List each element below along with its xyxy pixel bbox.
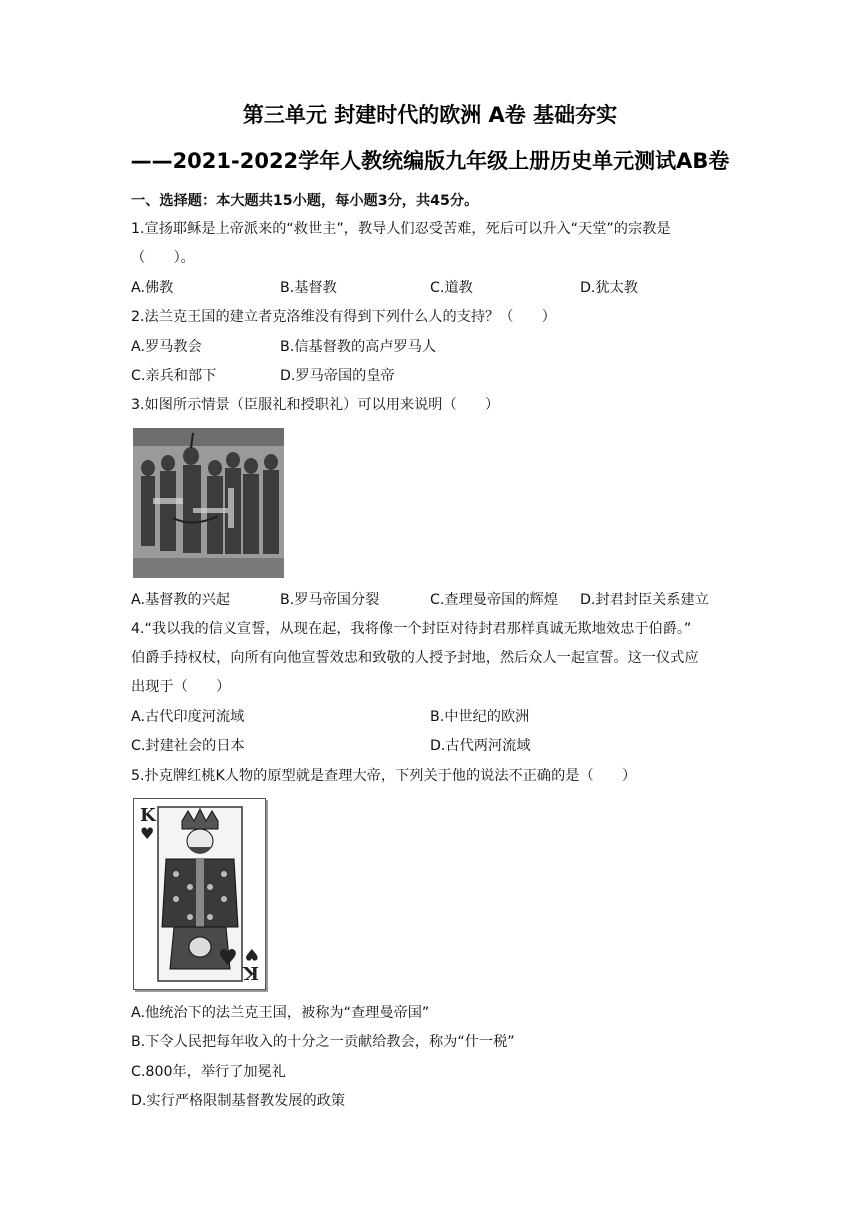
question-4-stem: 4.“我以我的信义宣誓，从现在起，我将像一个封臣对待封君那样真诚无欺地效忠于伯爵。”: [131, 621, 692, 637]
question-2-stem: 2.法兰克王国的建立者克洛维没有得到下列什么人的支持？（ ）: [131, 309, 556, 325]
question-3-option-c: C.查理曼帝国的辉煌: [430, 592, 558, 608]
question-5-stem: 5.扑克牌红桃K人物的原型就是查理大帝，下列关于他的说法不正确的是（ ）: [131, 768, 637, 784]
homage-ceremony-illustration-icon: [133, 428, 284, 578]
king-of-hearts-card: [133, 798, 266, 990]
card-suit-top: ♥: [140, 824, 155, 843]
question-1-option-c: C.道教: [430, 280, 473, 296]
question-4-stem-end: 出现于（ ）: [131, 679, 231, 695]
question-1-option-a: A.佛教: [131, 280, 174, 296]
question-4-option-a: A.古代印度河流域: [131, 709, 245, 725]
card-corner-letter-bottom: K: [243, 962, 259, 983]
question-4-option-c: C.封建社会的日本: [131, 738, 245, 754]
homage-ceremony-picture: [133, 428, 284, 578]
section-heading: 一、选择题：本大题共15小题，每小题3分，共45分。: [131, 193, 479, 209]
card-corner-letter-top: K: [140, 805, 156, 826]
question-4-option-d: D.古代两河流域: [430, 738, 531, 754]
question-5-option-b: B.下令人民把每年收入的十分之一贡献给教会，称为“什一税”: [131, 1034, 515, 1050]
document-subtitle: ——2021-2022学年人教统编版九年级上册历史单元测试AB卷: [130, 149, 730, 173]
question-5-option-d: D.实行严格限制基督教发展的政策: [131, 1093, 346, 1109]
question-3-option-d: D.封君封臣关系建立: [580, 592, 709, 608]
question-4-stem-cont: 伯爵手持权杖，向所有向他宣誓效忠和致敬的人授予封地，然后众人一起宣誓。这一仪式应: [131, 650, 699, 666]
question-4-option-b: B.中世纪的欧洲: [430, 709, 530, 725]
question-1-option-d: D.犹太教: [580, 280, 638, 296]
card-suit-bottom: ♥: [244, 945, 259, 964]
question-1-stem-cont: （ ）。: [131, 250, 195, 266]
question-1-stem: 1.宣扬耶稣是上帝派来的“救世主”，教导人们忍受苦难，死后可以升入“天堂”的宗教是: [131, 221, 671, 237]
question-2-option-d: D.罗马帝国的皇帝: [280, 368, 395, 384]
question-5-option-a: A.他统治下的法兰克王国，被称为“查理曼帝国”: [131, 1005, 430, 1021]
king-of-hearts-card-icon: [134, 799, 265, 989]
card-suit-center: ♥: [218, 946, 238, 971]
question-1-option-b: B.基督教: [280, 280, 337, 296]
question-2-option-c: C.亲兵和部下: [131, 368, 217, 384]
question-3-option-b: B.罗马帝国分裂: [280, 592, 380, 608]
question-3-option-a: A.基督教的兴起: [131, 592, 231, 608]
document-title: 第三单元 封建时代的欧洲 A卷 基础夯实: [242, 103, 618, 127]
question-3-stem: 3.如图所示情景（臣服礼和授职礼）可以用来说明（ ）: [131, 397, 500, 413]
question-5-option-c: C.800年，举行了加冕礼: [131, 1064, 286, 1080]
question-2-option-b: B.信基督教的高卢罗马人: [280, 339, 437, 355]
question-2-option-a: A.罗马教会: [131, 339, 202, 355]
